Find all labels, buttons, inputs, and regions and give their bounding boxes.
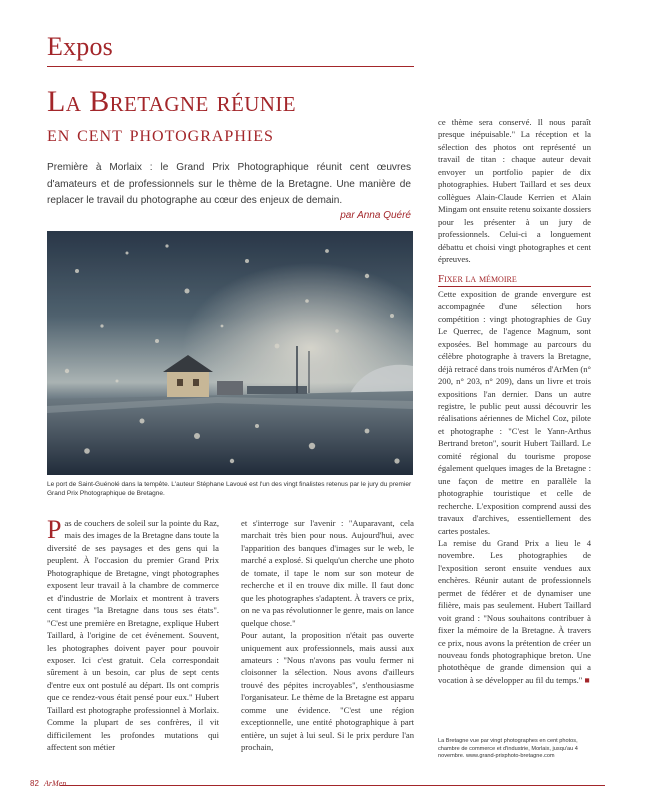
article-subtitle: en cent photographies: [47, 121, 274, 146]
article-subheading: Fixer la mémoire: [438, 273, 591, 286]
article-paragraph: Cette exposition de grande envergure est accompagnée d'une sélection hors compétition : vingt photographies de Guy Le Querrec, de l'agence Magnum, sont exposées. Bel hommage au parcours du célèbre photographe à travers la Bretagne, déjà retracé dans trois numéros d'ArMen (n° 200, n° 203, n° 209), dans un livre et trois expositions l'an dernier. Dans un autre registre, le public peut aussi découvrir les réalisations aériennes de Michel Coz, pilote et photographe : "C'est le Yann-Arthus Bertrand breton", sourit Hubert Taillard. Le comité régional du tourisme propose également quelques images de la Bretagne : une façon de mettre en parallèle la photographie touristique et celle de recherche. L'exposition comprend aussi des travaux d'archives, essentiellement des cartes postales.: [438, 288, 591, 536]
article-paragraph: as de couchers de soleil sur la pointe du Raz, mais des images de la Bretagne dans toute la diversité de ses paysages et des gens qui la peuplent. À l'occasion du premier Grand Prix Photographique de Bretagne, vingt photographes exposent leur travail à la chambre de commerce et d'industrie de Morlaix et montrent à travers cent tirages "la Bretagne dans tous ses états". "C'est une première en Bretagne, explique Hubert Taillard, à l'origine de cet événement. Souvent, les photographes doivent payer pour pouvoir exposer. Ici c'est gratuit. Cela correspondait sûrement à un besoin, car plus de sept cents d'entre eux ont postulé au départ. Ils ont compris que ce rendez-vous était pensé pour eux." Hubert Taillard est photographe professionnel à Morlaix. Comme la plupart de ses confrères, il vit difficilement les profondes mutations qui affectent son métier: [47, 518, 219, 753]
article-column-2: [241, 517, 414, 754]
section-rule: [47, 66, 414, 67]
article-paragraph: et s'interroge sur l'avenir : "Auparavant, cela marchait très bien pour nous. Aujourd'hui, avec l'apparition des banques d'images sur le web, le marché a explosé. Si quelqu'un cherche une photo de tomate, il tape le nom sur son moteur de recherche et il en trouve dix mille. Il faut donc que les photographes s'adaptent. À travers ce prix, on ne va pas révolutionner le genre, mais on lance quelque chose.": [241, 518, 414, 628]
byline: par Anna Quéré: [340, 210, 411, 221]
drop-cap: P: [47, 515, 62, 544]
storm-harbour-photo: [47, 231, 413, 475]
article-paragraph: Pour autant, la proposition n'était pas ouverte uniquement aux professionnels, mais aussi aux amateurs : "Nous n'avons pas voulu fermer ni cloisonner la sélection. Nous avons d'ailleurs trouvé des pépites incroyables", s'enthousiasme l'organisateur. Le thème de la Bretagne est apparu comme une évidence. "C'est une région exceptionnelle, une entité photographique à part entière, un sujet à lui seul. Si le prix perdure l'an prochain,: [241, 630, 414, 753]
photo-caption: Le port de Saint-Guénolé dans la tempête. L'auteur Stéphane Lavoué est l'un des vingt finalistes retenus par le jury du premier Grand Prix Photographique de Bretagne.: [47, 481, 412, 497]
photo-illustration: [47, 231, 413, 475]
footer-rule: [60, 785, 605, 786]
end-mark-icon: ■: [584, 674, 590, 685]
article-column-3: [438, 116, 591, 686]
article-paragraph: ce thème sera conservé. Il nous paraît presque inépuisable." La réception et la sélection des photos ont représenté un travail de titan : chaque auteur devait envoyer un portfolio papier de dix photographies. Hubert Taillard et ses deux collègues Alain-Claude Kerrien et Alain Mingam ont ensuite retenu soixante dossiers pour les présenter à un jury de professionnels. Celui-ci a longuement débattu et choisi vingt photographes et cent épreuves.: [438, 117, 591, 264]
magazine-name: ArMen: [44, 779, 67, 788]
exhibition-info: La Bretagne vue par vingt photographes en cent photos, chambre de commerce et d'industrie, Morlaix, jusqu'au 4 novembre. www.grand-prixphoto-bretagne.com: [438, 738, 578, 759]
article-title: La Bretagne réunie: [47, 85, 296, 118]
section-heading: Expos: [47, 32, 113, 61]
article-paragraph: La remise du Grand Prix a lieu le 4 novembre. Les photographies de l'exposition seront ensuite vendues aux enchères. Réunir autant de professionnels permet de fédérer et de dynamiser une filière, mais pas seulement. Hubert Taillard voit grand : "Nous souhaitons contribuer à fixer la mémoire de la Bretagne. À travers ce prix, nous avons la prétention de créer un nouveau fonds photographique breton. Une photothèque de grande dimension qui a vocation à se développer au fil du temps.": [438, 537, 591, 685]
page-number: 82: [30, 779, 39, 788]
article-column-1: [47, 517, 219, 754]
article-lede: Première à Morlaix : le Grand Prix Photographique réunit cent œuvres d'amateurs et de professionnels sur le thème de la Bretagne. Une manière de replacer le travail du photographe au cœur des enjeux de demain.: [47, 162, 411, 206]
